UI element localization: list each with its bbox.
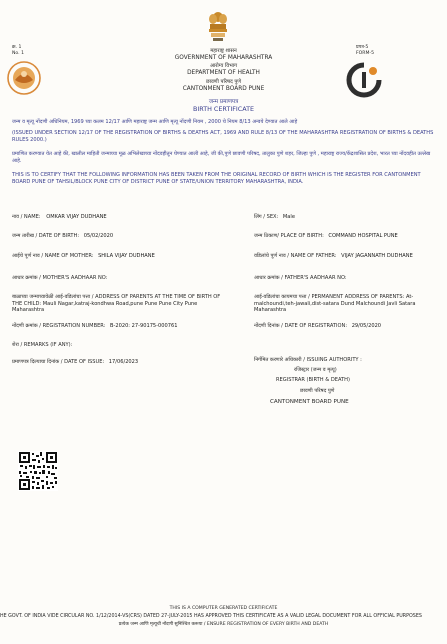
address-permanent-field — [254, 294, 439, 314]
pob-value: COMMAND HOSPITAL PUNE — [328, 233, 398, 239]
sr-number: No. 1 — [12, 51, 25, 56]
reg-no-value: B-2020: 27-90175-000761 — [110, 323, 178, 329]
form-label: FORM-5 — [356, 51, 374, 56]
remarks-label: शेरा / REMARKS (IF ANY): — [12, 342, 73, 348]
father-aadhaar-label: आधार क्रमांक / FATHER'S AADHAAR NO: — [254, 275, 347, 281]
reg-date-field — [254, 323, 381, 330]
cert-title-marathi: जन्म प्रमाणपत्र — [208, 99, 239, 105]
mother-value: SHILA VIJAY DUDHANE — [98, 253, 155, 259]
issue-date-value: 17/06/2023 — [108, 359, 139, 365]
issue-date-label: प्रमाणपत्र दिल्याचा दिनांक / DATE OF ISSUE: — [12, 359, 105, 365]
qr-code-icon — [18, 451, 58, 491]
sex-value: Male — [282, 214, 295, 220]
authority-board: CANTONMENT BOARD PUNE — [270, 399, 349, 405]
address-permanent-label: आई-वडिलांचा कायमचा पत्ता / PERMANENT ADDRESS OF PARENTS: — [254, 294, 405, 300]
board-marathi: छावणी परिषद पुणे — [205, 79, 242, 85]
reg-date-label: नोंदणी दिनांक / DATE OF REGISTRATION: — [254, 323, 348, 329]
sex-label: लिंग / SEX: — [254, 214, 279, 220]
address-birth-field — [12, 294, 222, 314]
dob-value: 05/02/2020 — [83, 233, 114, 239]
name-field — [12, 214, 107, 221]
footer-ensure-registration: प्रत्येक जन्म आणि मृत्यूची नोंदणी सुनिश्चित करूया / ENSURE REGISTRATION OF EVERY BIRTH AND DEATH — [118, 622, 329, 627]
mother-aadhaar-label: आधार क्रमांक / MOTHER'S AADHAAR NO: — [12, 275, 108, 281]
preamble-issued-under: (ISSUED UNDER SECTION 12/17 OF THE REGISTRATION OF BIRTHS & DEATHS ACT, 1969 AND RULE 8/13 OF THE MAHARASHTRA REGISTRATION OF BIRTHS & DEATHS RULES 2000.) — [12, 130, 434, 143]
address-birth-value: Mauli Nagar,katraj-kondhwa Road,pune Pune Pune City Pune Maharashtra — [12, 300, 198, 314]
form-label-marathi: प्रपत्र-5 — [356, 45, 369, 50]
remarks-field — [12, 342, 72, 349]
address-birth-label: बाळाच्या जन्माच्यावेळी आई-वडिलांचा पत्ता / ADDRESS OF PARENTS AT THE TIME OF BIRTH OF THE CHILD: — [12, 294, 221, 307]
name-value: OMKAR VIJAY DUDHANE — [46, 214, 107, 220]
name-label: नाव / NAME: — [12, 214, 41, 220]
father-label: वडिलांचे पूर्ण नाव / NAME OF FATHER: — [254, 253, 337, 259]
dept-title: DEPARTMENT OF HEALTH — [187, 70, 260, 76]
reg-no-field — [12, 323, 177, 330]
govt-marathi: महाराष्ट्र शासन — [210, 48, 237, 54]
authority-label: निर्गमित करणारे अधिकारी / ISSUING AUTHORITY : — [254, 357, 362, 363]
registrar-marathi: रजिस्ट्रार (जन्म व मृत्यू) — [294, 367, 337, 373]
preamble-marathi: जन्म व मृत्यू नोंदणी अधिनियम, 1969 च्या कलम 12/17 आणि महाराष्ट्र जन्म आणि मृत्यू नोंदणी नियम , 2000 चे नियम 8/13 अन्वये देण्यात आले आहे — [12, 119, 298, 125]
reg-no-label: नोंदणी क्रमांक / REGISTRATION NUMBER: — [12, 323, 106, 329]
mother-label: आईचे पूर्ण नाव / NAME OF MOTHER: — [12, 253, 94, 259]
sex-field — [254, 214, 295, 221]
govt-title: GOVERNMENT OF MAHARASHTRA — [174, 55, 273, 61]
dept-marathi: आरोग्य विभाग — [209, 63, 238, 69]
preamble-certify-marathi: प्रमाणित करण्यात येत आहे की, खालील माहिती जन्माच्या मूळ अभिलेखाच्या नोंदवहीतून घेण्यात आली आहे, जी की,पुणे छावणी परिषद, तालुका पुणे शहर, जिल्हा पुणे , महाराष्ट्र राज्य/केंद्रशासित प्रदेश, भारत च्या नोंदवहीत उल्लेख आहे. — [12, 151, 431, 164]
father-aadhaar-field — [254, 275, 347, 282]
pob-field — [254, 233, 398, 240]
address-permanent-value: At-malchoundi,teh-jawali,dist-satara Dund Malchoundi Javli Satara Maharashtra — [254, 294, 416, 314]
dob-label: जन्म तारीख / DATE OF BIRTH: — [12, 233, 80, 239]
father-value: VIJAY JAGANNATH DUDHANE — [341, 253, 413, 259]
reg-date-value: 29/05/2020 — [351, 323, 382, 329]
footer-legal-note: HE GOVT. OF INDIA VIDE CIRCULAR NO. 1/12/2014-VS(CRS) DATED 27-JULY-2015 HAS APPROVED THIS CERTIFICATE AS A VALID LEGAL DOCUMENT FOR ALL OFFICIAL PURPOSES — [0, 614, 422, 619]
pob-label: जन्म ठिकाण/ PLACE OF BIRTH: — [254, 233, 324, 239]
father-field — [254, 253, 439, 260]
cert-title: BIRTH CERTIFICATE — [192, 105, 255, 113]
state-emblem-icon — [205, 10, 231, 44]
mother-field — [12, 253, 155, 260]
preamble-certify: THIS IS TO CERTIFY THAT THE FOLLOWING INFORMATION HAS BEEN TAKEN FROM THE ORIGINAL RECORD OF BIRTH WHICH IS THE REGISTER FOR CANTONMENT BOARD PUNE OF TAHSIL/BLOCK PUNE CITY OF DISTRICT PUNE OF STATE/UNION TERRITORY MAHARASHTRA, INDIA. — [12, 172, 421, 185]
footer-computer-generated: THIS IS A COMPUTER GENERATED CERTIFICATE — [169, 606, 278, 611]
dob-field — [12, 233, 113, 240]
authority-board-marathi: छावणी परिषद पुणे — [300, 388, 335, 394]
board-title: CANTONMENT BOARD PUNE — [182, 86, 265, 92]
sr-number-marathi: क्र. 1 — [12, 45, 22, 50]
mother-aadhaar-field — [12, 275, 107, 282]
registrar: REGISTRAR (BIRTH & DEATH) — [276, 377, 350, 383]
issue-date-field — [12, 359, 138, 366]
